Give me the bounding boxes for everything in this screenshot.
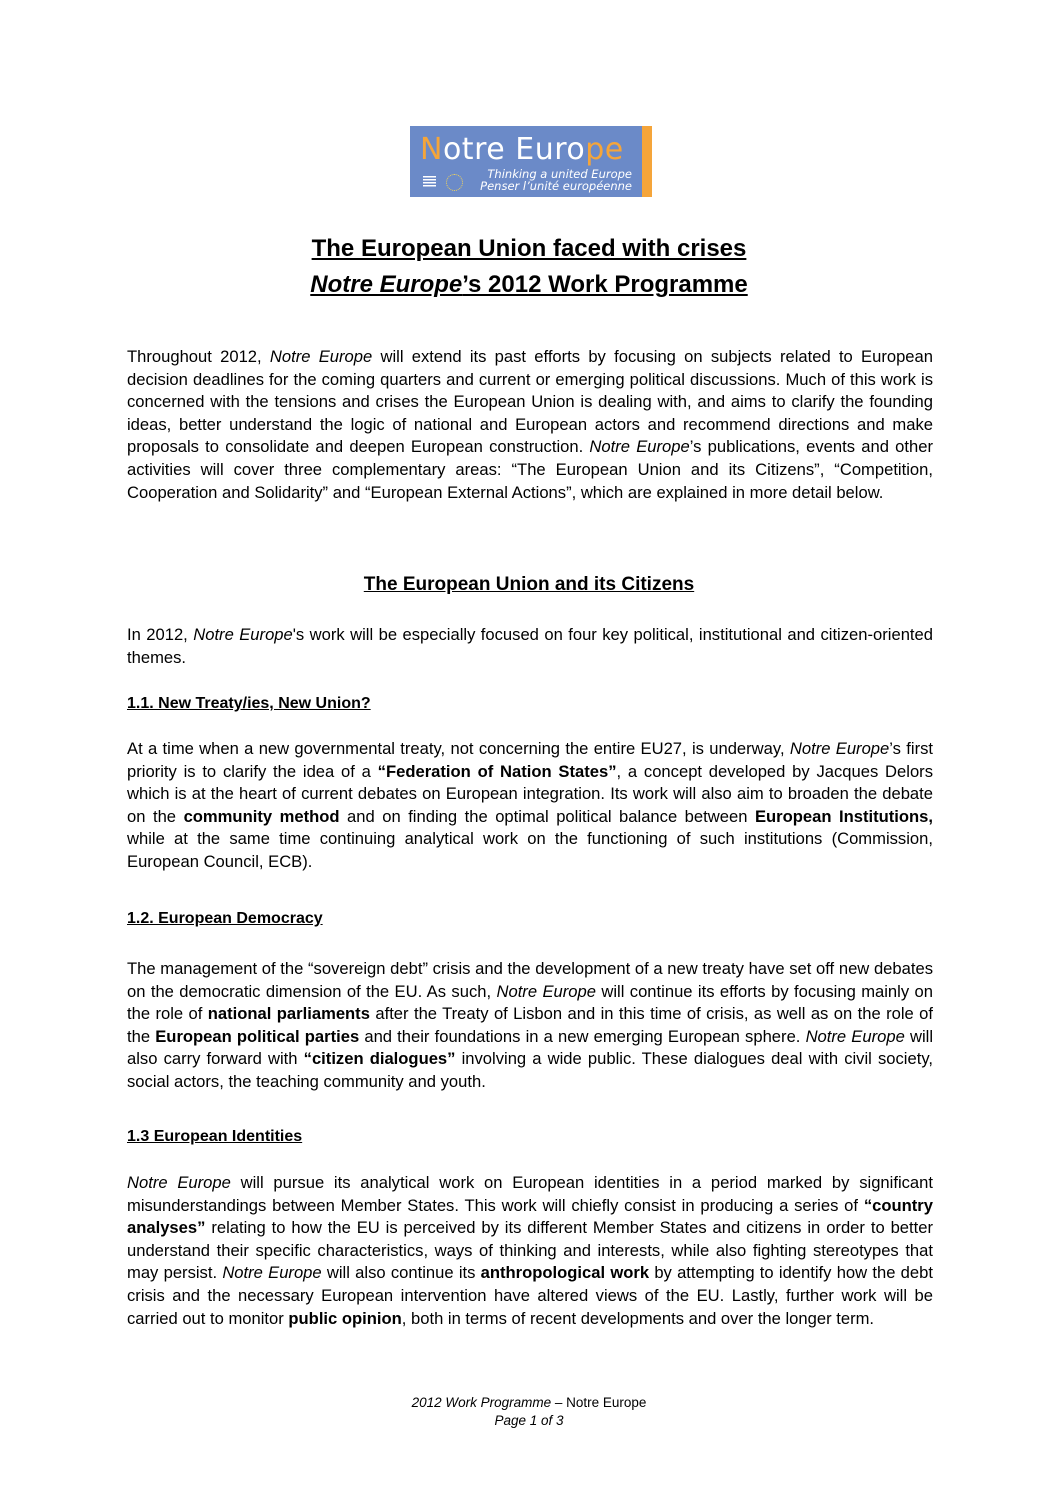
- subsection-heading-1-1: 1.1. New Treaty/ies, New Union?: [127, 695, 371, 712]
- logo-tagline-fr: Penser l’unité européenne: [480, 179, 632, 193]
- key-term: European political parties: [155, 1026, 360, 1046]
- text: , both in terms of recent developments and over the longer term.: [401, 1308, 875, 1328]
- page-number: Page 1 of 3: [494, 1413, 564, 1428]
- key-term: public opinion: [288, 1308, 402, 1328]
- document-icon: [423, 176, 436, 188]
- text: involving a wide public. These dialogues deal with civil society, social actors, the teaching community and youth.: [127, 1049, 933, 1091]
- text: by attempting to identify how the debt crisis and the necessary European intervention have altered views of the EU. Lastly, further work will be carried out to monitor: [127, 1263, 933, 1328]
- subsection-heading-1-3: 1.3 European Identities: [127, 1128, 303, 1145]
- text: The management of the “sovereign debt” crisis and the development of a new treaty have set off new debates on the democratic dimension of the EU. As such,: [127, 959, 933, 1001]
- subsection-heading-1-2: 1.2. European Democracy: [127, 910, 323, 927]
- footer-title: [0, 1394, 1058, 1412]
- text: relating to how the EU is perceived by its different Member States and citizens in order to better understand their specific characteristics, ways of thinking and interests, while also fighting stereotypes that may persist.: [127, 1218, 933, 1283]
- logo-title-text: otre Euro: [442, 132, 586, 167]
- text: will also continue its: [321, 1263, 481, 1283]
- text: ’s first priority is to clarify the idea of a: [127, 739, 934, 781]
- text: Throughout 2012,: [127, 347, 270, 366]
- eu-stars-icon: [446, 174, 463, 191]
- org-name: Notre Europe: [269, 347, 373, 366]
- text: At a time when a new governmental treaty, not concerning the entire EU27, is underway,: [127, 739, 790, 758]
- text: will also carry forward with: [127, 1026, 934, 1069]
- text: will pursue its analytical work on European identities in a period marked by significant misunderstandings between Member States. This work will chiefly consist in producing a series of: [127, 1173, 933, 1215]
- section-intro-paragraph: [127, 624, 933, 669]
- footer-org: – Notre Europe: [551, 1395, 647, 1410]
- paragraph-1-2: [127, 958, 933, 1094]
- org-name: Notre Europe: [310, 271, 463, 298]
- text: after the Treaty of Lisbon and in this time of crisis, as well as on the role of the: [127, 1004, 933, 1046]
- text: and on finding the optimal political balance between: [339, 806, 755, 826]
- paragraph-1-1: [127, 738, 933, 874]
- key-term: community method: [183, 806, 340, 826]
- org-name: Notre Europe: [589, 437, 690, 457]
- key-term: “country analyses”: [127, 1195, 933, 1238]
- intro-paragraph: [127, 346, 933, 504]
- key-term: “citizen dialogues”: [303, 1049, 456, 1069]
- document-title: The European Union faced with crises: [311, 235, 747, 262]
- text: will extend its past efforts by focusing on subjects related to European decision deadlines for the coming quarters and current or emerging political discussions. Much of this work is concerned with the tensions and crises the European Union is dealing with, and aims to clarify the founding ideas, better understand the logic of national and European actors and recommend directions and make proposals to consolidate and deepen European construction.: [127, 347, 933, 457]
- notre-europe-logo: [410, 126, 652, 197]
- text: In 2012,: [127, 625, 194, 644]
- key-term: European Institutions,: [754, 806, 933, 826]
- org-name: Notre Europe: [496, 981, 596, 1001]
- text: ’s publications, events and other activities will cover three complementary areas: “The European Union and its Citizens”, “Competition, Cooperation and Solidarity” and “European External Actions”, which are explained in more detail below.: [127, 437, 933, 502]
- subtitle-rest: ’s 2012 Work Programme: [462, 271, 748, 298]
- text: and their foundations in a new emerging European sphere.: [359, 1026, 806, 1046]
- document-subtitle: [0, 271, 1058, 299]
- paragraph-1-3: [127, 1172, 933, 1330]
- org-name: Notre Europe: [805, 1026, 905, 1046]
- text: while at the same time continuing analytical work on the functioning of such institutions (Commission, European Council, ECB).: [127, 829, 933, 871]
- org-name: Notre Europe: [789, 739, 890, 758]
- logo-title-accent: N: [420, 132, 443, 167]
- key-term: national parliaments: [207, 1004, 370, 1024]
- text: 's work will be especially focused on four key political, institutional and citizen-oriented themes.: [127, 625, 933, 667]
- logo-tagline: [480, 168, 632, 192]
- logo-accent-bar: [642, 126, 652, 197]
- logo-title: [420, 132, 624, 167]
- org-name: Notre Europe: [127, 1173, 231, 1192]
- org-name: Notre Europe: [222, 1263, 322, 1283]
- text: will continue its efforts by focusing mainly on the role of: [127, 981, 933, 1024]
- org-name: Notre Europe: [193, 625, 293, 644]
- section-heading: The European Union and its Citizens: [363, 574, 695, 595]
- text: , a concept developed by Jacques Delors which is at the heart of current debates on European integration. Its work will also aim to broaden the debate on the: [127, 761, 933, 826]
- page-footer: [0, 1394, 1058, 1430]
- key-term: “Federation of Nation States”: [377, 761, 617, 781]
- footer-programme: 2012 Work Programme: [411, 1395, 552, 1410]
- key-term: anthropological work: [480, 1263, 650, 1283]
- logo-tagline-en: Thinking a united Europe: [487, 167, 632, 181]
- logo-title-accent-end: pe: [585, 132, 624, 167]
